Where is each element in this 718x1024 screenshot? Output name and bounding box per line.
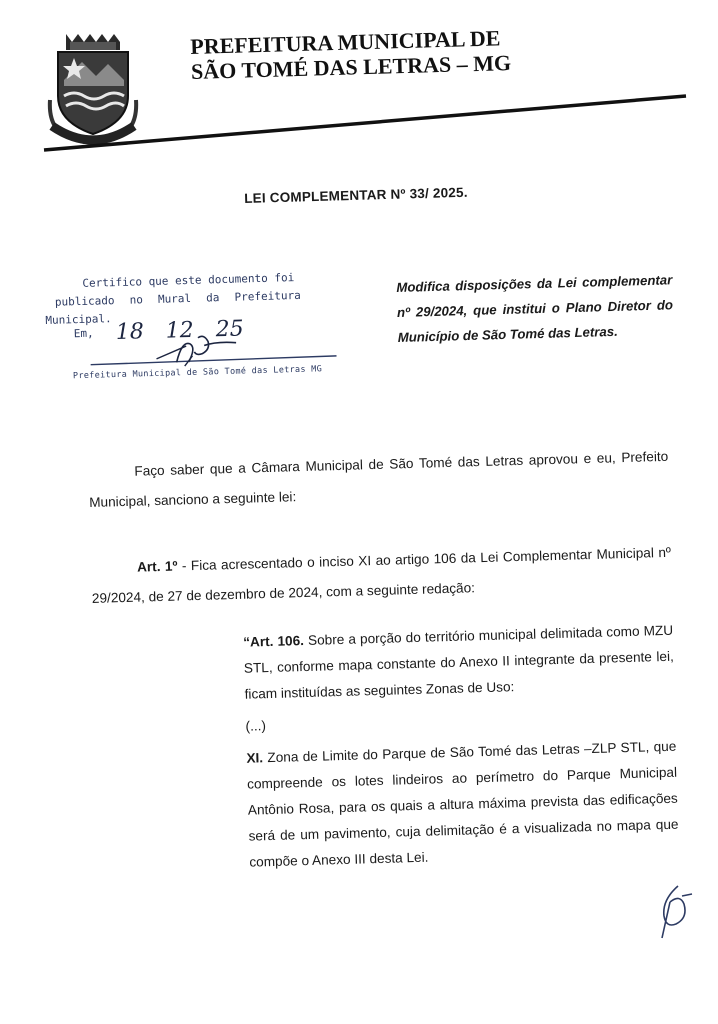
- article-1-text: - Fica acrescentado o inciso XI ao artigo 106 da Lei Complementar Municipal nº 29/2024, de 27 de dezembro de 2024, com a seguinte redação:: [91, 544, 672, 606]
- certificate-line-2: publicado no Mural da Prefeitura: [54, 288, 301, 309]
- item-xi-text: Zona de Limite do Parque de São Tomé das Letras –ZLP STL, que compreende os lotes lindeiros ao perímetro do Parque Municipal Antônio Rosa, para os quais a altura máxima prevista das edificações será de um pavimento, cuja delimitação é a visualizada no mapa que compõe o Anexo III desta Lei.: [246, 738, 679, 870]
- intro-paragraph: Faço saber que a Câmara Municipal de São Tomé das Letras aprovou e eu, Prefeito Municipal, sanciono a seguinte lei:: [89, 448, 669, 510]
- law-body: [88, 442, 680, 880]
- certificate-line-3: Municipal.: [45, 312, 112, 327]
- item-xi-label: XI.: [246, 750, 264, 766]
- header-divider: [40, 94, 690, 154]
- law-summary: Modifica disposições da Lei complementar nº 29/2024, que institui o Plano Diretor do Município de São Tomé das Letras.: [396, 272, 674, 345]
- header-line-2: SÃO TOMÉ DAS LETRAS – MG: [190, 50, 512, 84]
- certificate-line-1: Certifico que este documento foi: [82, 271, 295, 290]
- item-xi-paragraph: [246, 734, 679, 876]
- date-day: 18: [115, 319, 145, 346]
- date-year: 25: [215, 316, 245, 343]
- article-1-label: Art. 1º: [136, 558, 178, 575]
- omission-ellipsis: (...): [245, 718, 267, 734]
- quoted-article-106: [243, 618, 680, 876]
- certificate-footer: Prefeitura Municipal de São Tomé das Letras MG: [72, 364, 323, 382]
- article-106-text: Sobre a porção do território municipal delimitada como MZU STL, conforme mapa constante do Anexo II integrante da presente lei, ficam instituídas as seguintes Zonas de Uso:: [243, 622, 674, 702]
- header-line-1: PREFEITURA MUNICIPAL DE: [190, 25, 501, 59]
- publication-certificate-stamp: [44, 262, 347, 390]
- handwritten-initial-icon: [648, 882, 696, 942]
- article-106-paragraph: [243, 618, 675, 708]
- date-month: 12: [165, 317, 195, 344]
- article-106-label: “Art. 106.: [242, 633, 305, 650]
- certificate-em-label: Em,: [73, 326, 94, 341]
- municipality-header: [190, 25, 511, 84]
- law-title: LEI COMPLEMENTAR Nº 33/ 2025.: [244, 184, 468, 206]
